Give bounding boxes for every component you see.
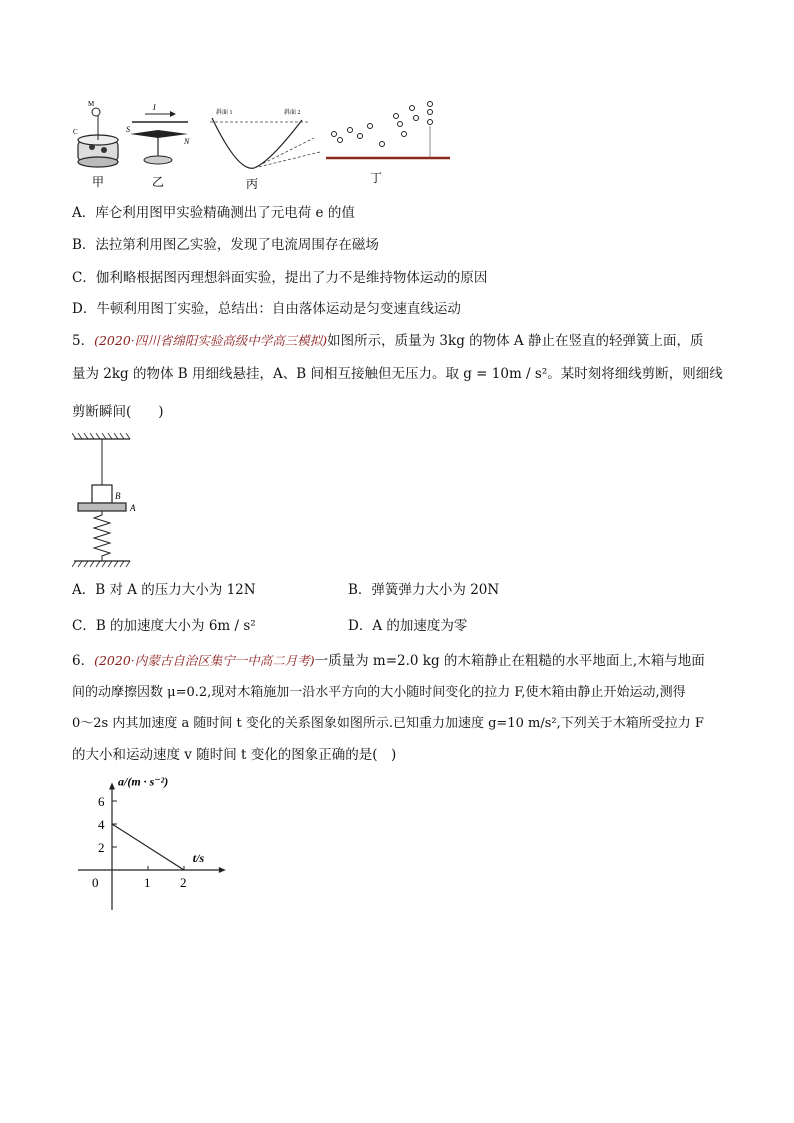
label-a: A [130, 503, 136, 513]
figure-ding [326, 102, 450, 159]
q5-stem-line3: 剪断瞬间( ) [72, 404, 164, 420]
q6-stem-line4: 的大小和运动速度 v 随时间 t 变化的图象正确的是( ) [72, 747, 397, 763]
y-axis-label: a/(m · s⁻²) [118, 774, 169, 789]
label-slope2: 斜面 2 [284, 110, 301, 116]
block-b [92, 485, 112, 503]
spring [94, 511, 110, 561]
label-s: S [126, 125, 130, 134]
q6-source: (2020·内蒙古自治区集宁一中高二月考) [94, 653, 315, 668]
experiment-figures [70, 100, 460, 192]
label-i: I [153, 103, 156, 112]
q5-stem-line1 [72, 331, 703, 351]
y-tick-label-2: 2 [98, 840, 105, 855]
acceleration-time-chart [72, 770, 272, 920]
label-b: B [115, 491, 121, 501]
figure-bing [210, 108, 320, 168]
q5-option-c: C．B 的加速度大小为 6m / s² [72, 618, 256, 634]
x-tick-label-0: 0 [92, 875, 99, 890]
x-axis-label: t/s [192, 851, 205, 865]
q5-text1: 如图所示，质量为 3kg 的物体 A 静止在竖直的轻弹簧上面，质 [327, 333, 704, 349]
label-m: M [88, 100, 95, 108]
label-jia: 甲 [92, 175, 105, 189]
q6-stem-line2: 间的动摩擦因数 μ=0.2,现对木箱施加一沿水平方向的大小随时间变化的拉力 F,使木箱由静止开始运动,测得 [72, 685, 686, 700]
q4-option-a: A．库仑利用图甲实验精确测出了元电荷 e 的值 [72, 205, 355, 221]
x-tick-label-1: 1 [144, 875, 151, 890]
acceleration-line [112, 824, 184, 870]
spring-block-figure [72, 433, 152, 568]
q5-source: (2020·四川省绵阳实验高级中学高三模拟) [94, 333, 328, 348]
q6-stem-line1 [72, 651, 705, 671]
label-yi: 乙 [152, 175, 165, 189]
q4-option-b: B．法拉第利用图乙实验，发现了电流周围存在磁场 [72, 237, 379, 253]
q4-option-c: C．伽利略根据图丙理想斜面实验，提出了力不是维持物体运动的原因 [72, 270, 488, 286]
label-bing: 丙 [246, 177, 259, 191]
q4-option-d: D．牛顿利用图丁实验，总结出：自由落体运动是匀变速直线运动 [72, 301, 461, 317]
q5-number: 5． [72, 333, 95, 349]
q5-option-d: D．A 的加速度为零 [348, 618, 468, 634]
q6-text1: 一质量为 m=2.0 kg 的木箱静止在粗糙的水平地面上,木箱与地面 [314, 653, 705, 669]
figure-yi [126, 103, 190, 164]
q6-stem-line3: 0～2s 内其加速度 a 随时间 t 变化的关系图象如图所示.已知重力加速度 g=10 m/s²,下列关于木箱所受拉力 F [72, 716, 704, 731]
block-a [78, 503, 126, 511]
x-tick-label-2: 2 [180, 875, 187, 890]
q5-stem-line2: 量为 2kg 的物体 B 用细线悬挂，A、B 间相互接触但无压力。取 g = 10m / s²。某时刻将细线剪断，则细线 [72, 366, 723, 382]
q6-number: 6． [72, 653, 95, 669]
label-n: N [184, 137, 190, 146]
y-tick-label-4: 4 [98, 817, 105, 832]
x-axis-arrow [219, 867, 226, 873]
label-ding: 丁 [370, 171, 383, 185]
q5-option-b: B．弹簧弹力大小为 20N [348, 582, 500, 598]
figure-jia [73, 100, 118, 167]
label-slope1: 斜面 1 [216, 110, 233, 116]
q5-option-a: A．B 对 A 的压力大小为 12N [72, 582, 256, 598]
y-tick-label-6: 6 [98, 794, 105, 809]
y-axis-arrow [109, 783, 115, 790]
label-c: C [73, 128, 78, 136]
